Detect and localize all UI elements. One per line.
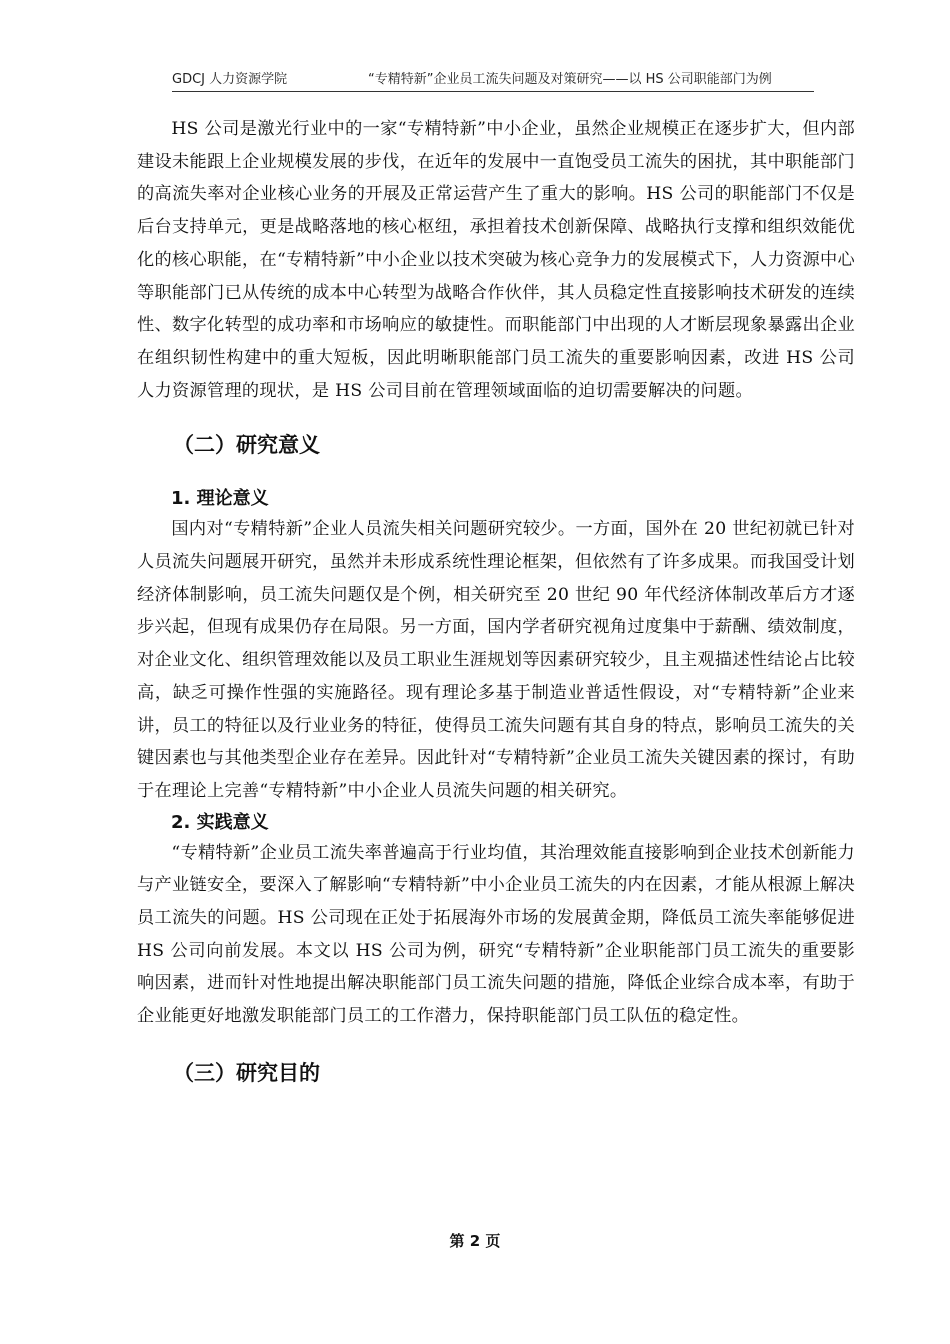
page-number: 第 2 页 <box>449 1232 501 1250</box>
paragraph-background: HS 公司是激光行业中的一家“专精特新”中小企业，虽然企业规模正在逐步扩大，但内部建设未能跟上企业规模发展的步伐，在近年的发展中一直饱受员工流失的困扰，其中职能部门的高流失率对企业核心业务的开展及正常运营产生了重大的影响。HS 公司的职能部门不仅是后台支持单元，更是战略落地的核心枢纽，承担着技术创新保障、战略执行支撑和组织效能优化的核心职能，在“专精特新”中小企业以技术突破为核心竞争力的发展模式下，人力资源中心等职能部门已从传统的成本中心转型为战略合作伙伴，其人员稳定性直接影响技术研发的连续性、数字化转型的成功率和市场响应的敏捷性。而职能部门中出现的人才断层现象暴露出企业在组织韧性构建中的重大短板，因此明晰职能部门员工流失的重要影响因素，改进 HS 公司人力资源管理的现状，是 HS 公司目前在管理领域面临的迫切需要解决的问题。 <box>137 119 855 401</box>
page-body <box>137 113 855 1093</box>
heading-research-significance: （二）研究意义 <box>173 433 320 458</box>
header-thesis-title: “专精特新”企业员工流失问题及对策研究——以 HS 公司职能部门为例 <box>368 72 772 87</box>
paragraph-theoretical-significance: 国内对“专精特新”企业人员流失相关问题研究较少。一方面，国外在 20 世纪初就已针对人员流失问题展开研究，虽然并未形成系统性理论框架，但依然有了许多成果。而我国受计划经济体制影响，员工流失问题仅是个例，相关研究至 20 世纪 90 年代经济体制改革后方才逐步兴起，但现有成果仍存在局限。另一方面，国内学者研究视角过度集中于薪酬、绩效制度，对企业文化、组织管理效能以及员工职业生涯规划等因素研究较少，且主观描述性结论占比较高，缺乏可操作性强的实施路径。现有理论多基于制造业普适性假设，对“专精特新”企业来讲，员工的特征以及行业业务的特征，使得员工流失问题有其自身的特点，影响员工流失的关键因素也与其他类型企业存在差异。因此针对“专精特新”企业员工流失关键因素的探讨，有助于在理论上完善“专精特新”中小企业人员流失问题的相关研究。 <box>137 519 855 801</box>
heading-research-purpose: （三）研究目的 <box>173 1060 320 1085</box>
page-header <box>172 66 814 92</box>
heading-practical-significance: 2. 实践意义 <box>171 811 269 833</box>
heading-theoretical-significance: 1. 理论意义 <box>171 488 269 510</box>
paragraph-practical-significance: “专精特新”企业员工流失率普遍高于行业均值，其治理效能直接影响到企业技术创新能力与产业链安全，要深入了解影响“专精特新”中小企业员工流失的内在因素，才能从根源上解决员工流失的问题。HS 公司现在正处于拓展海外市场的发展黄金期，降低员工流失率能够促进 HS 公司向前发展。本文以 HS 公司为例，研究“专精特新”企业职能部门员工流失的重要影响因素，进而针对性地提出解决职能部门员工流失问题的措施，降低企业综合成本率，有助于企业能更好地激发职能部门员工的工作潜力，保持职能部门员工队伍的稳定性。 <box>137 842 855 1027</box>
header-institution: GDCJ 人力资源学院 <box>172 72 288 87</box>
